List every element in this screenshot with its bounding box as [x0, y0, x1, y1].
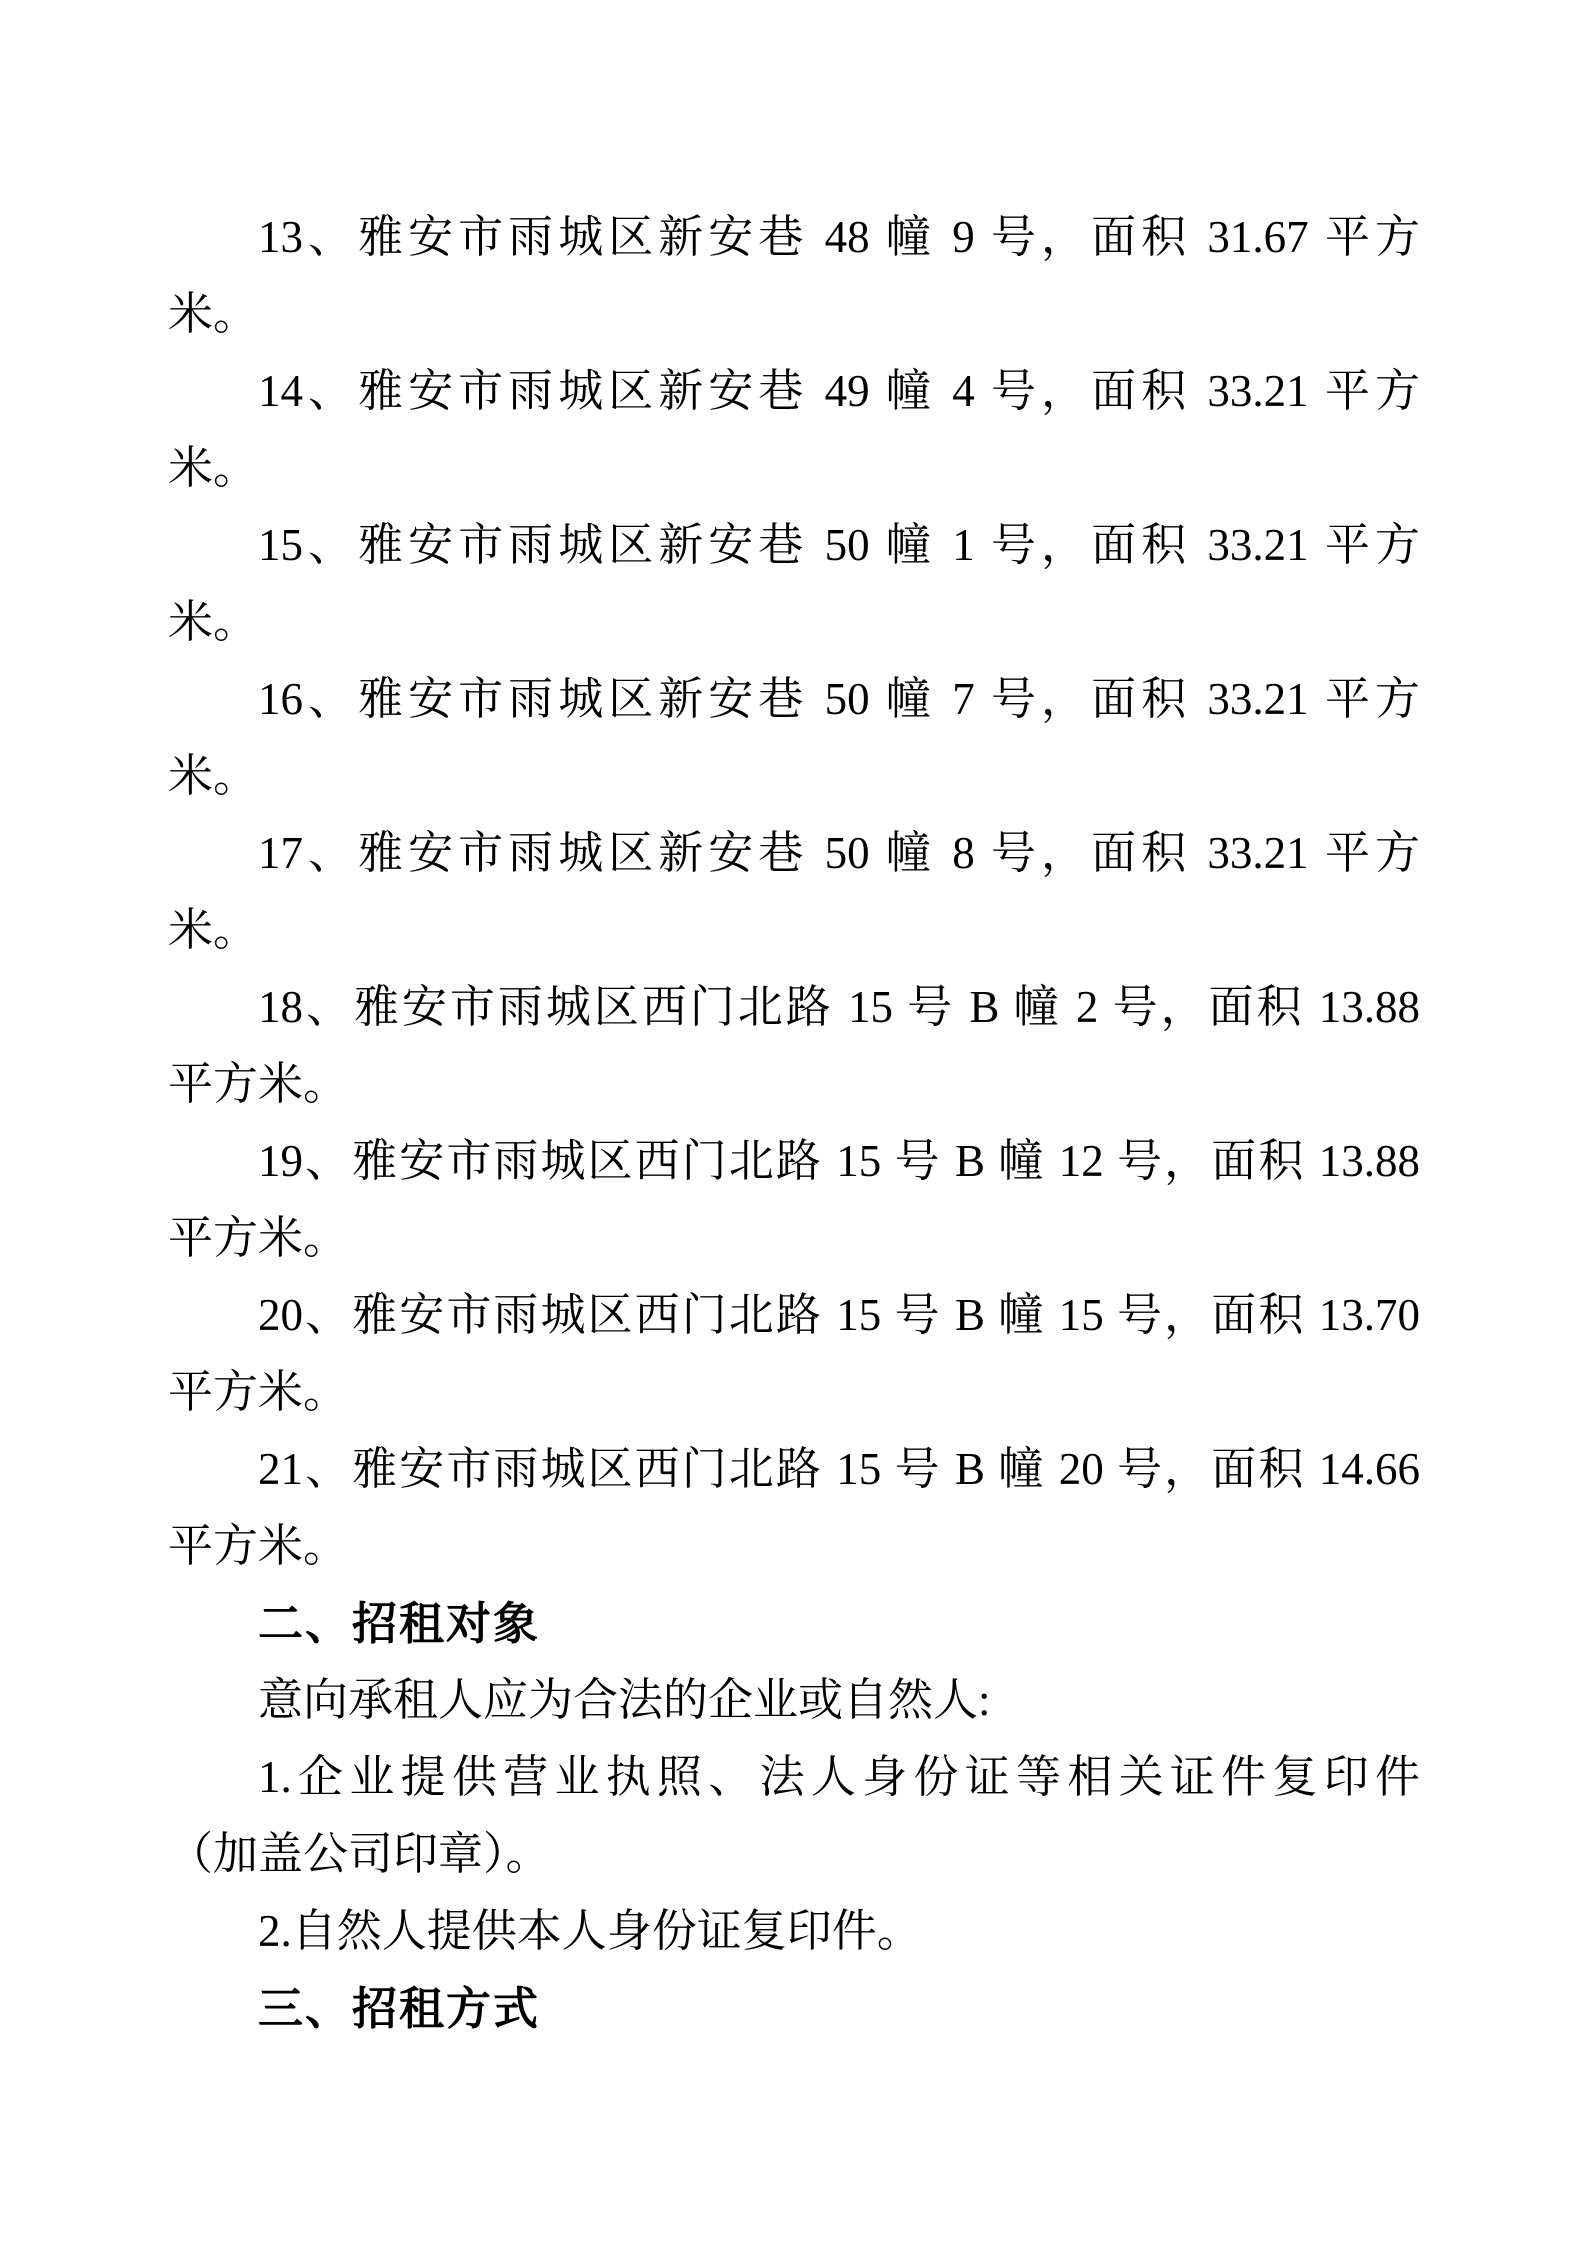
property-item-14-line2: 米。 — [168, 443, 259, 493]
property-item-21-line2: 平方米。 — [168, 1521, 349, 1571]
property-item-17-line2: 米。 — [168, 905, 259, 955]
section2-heading: 二、招租对象 — [258, 1598, 541, 1649]
property-item-18-line1: 18、雅安市雨城区西门北路 15 号 B 幢 2 号，面积 13.88 — [258, 982, 1420, 1032]
property-item-16-line2: 米。 — [168, 751, 259, 801]
property-item-20-line2: 平方米。 — [168, 1367, 349, 1417]
property-item-13-line1: 13、雅安市雨城区新安巷 48 幢 9 号，面积 31.67 平方 — [258, 212, 1420, 262]
property-item-17-line1: 17、雅安市雨城区新安巷 50 幢 8 号，面积 33.21 平方 — [258, 828, 1420, 878]
property-item-19-line2: 平方米。 — [168, 1213, 349, 1263]
section3-heading: 三、招租方式 — [258, 1983, 541, 2034]
property-item-21-line1: 21、雅安市雨城区西门北路 15 号 B 幢 20 号，面积 14.66 — [258, 1444, 1420, 1494]
property-item-15-line2: 米。 — [168, 597, 259, 647]
section2-intro: 意向承租人应为合法的企业或自然人: — [258, 1675, 991, 1725]
property-item-19-line1: 19、雅安市雨城区西门北路 15 号 B 幢 12 号，面积 13.88 — [258, 1136, 1420, 1186]
property-item-18-line2: 平方米。 — [168, 1059, 349, 1109]
property-item-16-line1: 16、雅安市雨城区新安巷 50 幢 7 号，面积 33.21 平方 — [258, 674, 1420, 724]
section2-point1-line2: （加盖公司印章）。 — [168, 1829, 551, 1879]
document-body — [168, 199, 1420, 2047]
section2-point2: 2.自然人提供本人身份证复印件。 — [258, 1906, 922, 1956]
property-item-20-line1: 20、雅安市雨城区西门北路 15 号 B 幢 15 号，面积 13.70 — [258, 1290, 1420, 1340]
property-item-15-line1: 15、雅安市雨城区新安巷 50 幢 1 号，面积 33.21 平方 — [258, 520, 1420, 570]
property-item-13-line2: 米。 — [168, 289, 259, 339]
property-item-14-line1: 14、雅安市雨城区新安巷 49 幢 4 号，面积 33.21 平方 — [258, 366, 1420, 416]
section2-point1-line1: 1.企业提供营业执照、法人身份证等相关证件复印件 — [258, 1752, 1420, 1802]
